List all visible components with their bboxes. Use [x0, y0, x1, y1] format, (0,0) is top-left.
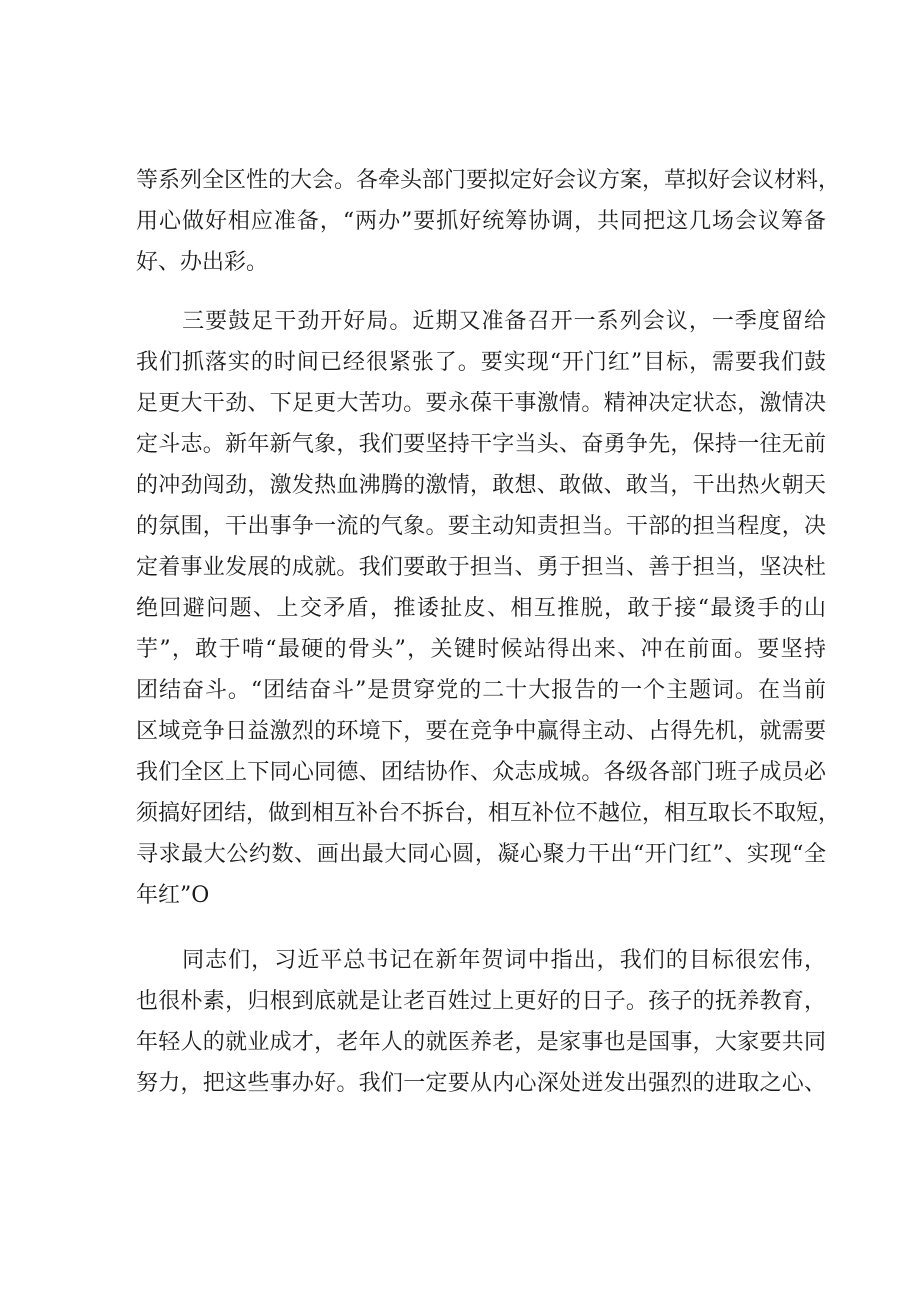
- paragraph-line: 足更大干劲、下足更大苦功。要永葆干事激情。精神决定状态，激情决: [136, 391, 826, 416]
- paragraph-line: 绝回避问题、上交矛盾，推诿扯皮、相互推脱，敢于接“最烫手的山: [136, 596, 826, 621]
- paragraph-line: 的冲劲闯劲，激发热血沸腾的激情，敢想、敢做、敢当，干出热火朝天: [136, 473, 826, 498]
- paragraph-line: 三要鼓足干劲开好局。近期又准备召开一系列会议，一季度留给: [136, 309, 826, 334]
- paragraph-line: 的氛围，干出事争一流的气象。要主动知责担当。干部的担当程度，决: [136, 514, 826, 539]
- paragraph-line: 团结奋斗。“团结奋斗”是贯穿党的二十大报告的一个主题词。在当前: [136, 678, 826, 703]
- paragraph-comrades: [136, 940, 826, 1104]
- paragraph-line: 寻求最大公约数、画出最大同心圆，凝心聚力干出“开门红”、实现“全: [136, 842, 826, 867]
- paragraph-line: 芋”，敢于啃“最硬的骨头”，关键时候站得出来、冲在前面。要坚持: [136, 637, 826, 662]
- paragraph-meetings: [136, 160, 841, 283]
- paragraph-line: 我们全区上下同心同德、团结协作、众志成城。各级各部门班子成员必: [136, 760, 826, 785]
- paragraph-line: 区域竞争日益激烈的环境下，要在竞争中赢得主动、占得先机，就需要: [136, 719, 826, 744]
- paragraph-line: 定着事业发展的成就。我们要敢于担当、勇于担当、善于担当，坚决杜: [136, 555, 826, 580]
- paragraph-third-point: [136, 301, 841, 916]
- paragraph-line: 年红”O: [136, 883, 210, 908]
- paragraph-line: 须搞好团结，做到相互补台不拆台，相互补位不越位，相互取长不取短，: [136, 801, 841, 826]
- paragraph-line: 用心做好相应准备，“两办”要抓好统筹协调，共同把这几场会议筹备: [136, 209, 826, 234]
- paragraph-line: 定斗志。新年新气象，我们要坚持干字当头、奋勇争先，保持一往无前: [136, 432, 826, 457]
- paragraph-line: 好、办出彩。: [136, 250, 269, 275]
- paragraph-line: 等系列全区性的大会。各牵头部门要拟定好会议方案，草拟好会议材料，: [136, 168, 841, 193]
- paragraph-line: 努力，把这些事办好。我们一定要从内心深处迸发出强烈的进取之心、: [136, 1071, 826, 1096]
- paragraph-line: 我们抓落实的时间已经很紧张了。要实现“开门红”目标，需要我们鼓: [136, 350, 826, 375]
- paragraph-line: 年轻人的就业成才，老年人的就医养老，是家事也是国事，大家要共同: [136, 1030, 826, 1055]
- paragraph-line: 同志们，习近平总书记在新年贺词中指出，我们的目标很宏伟，: [136, 948, 826, 973]
- paragraph-line: 也很朴素，归根到底就是让老百姓过上更好的日子。孩子的抚养教育，: [136, 989, 826, 1014]
